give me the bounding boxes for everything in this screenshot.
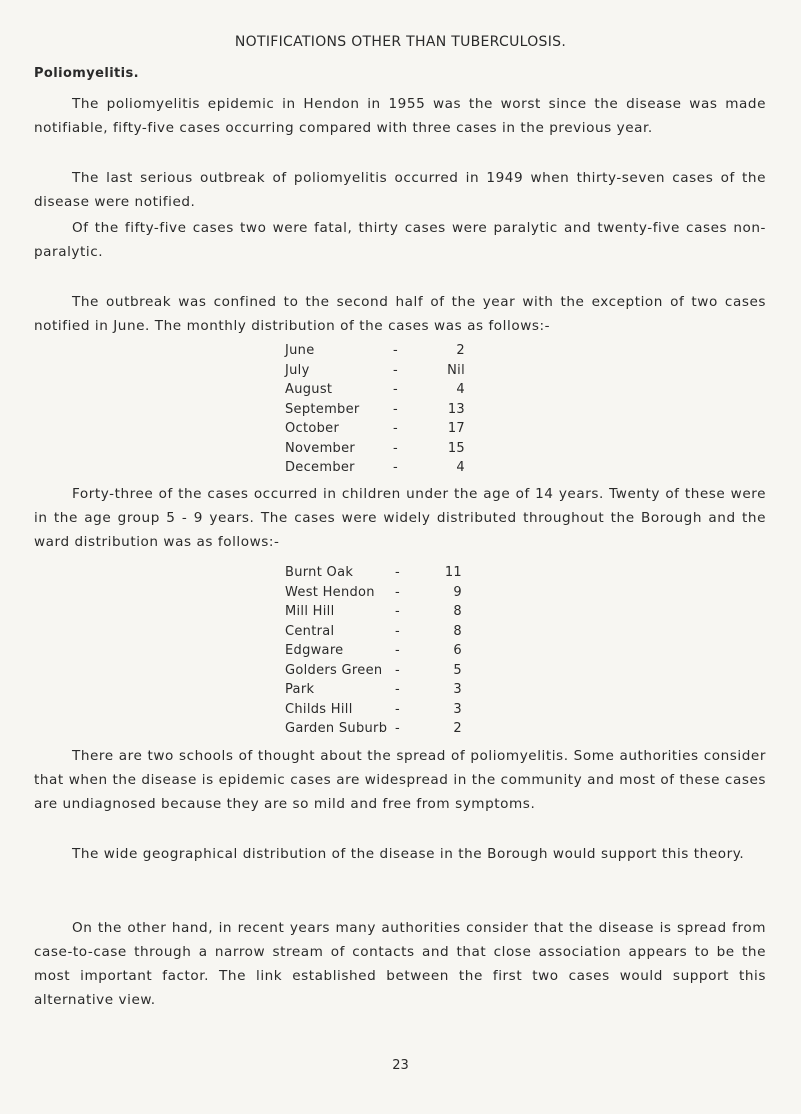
table-row xyxy=(285,441,465,461)
ward-label: Childs Hill xyxy=(285,701,353,717)
case-count: 9 xyxy=(453,584,462,600)
table-row xyxy=(285,604,462,624)
case-count: 15 xyxy=(447,440,465,456)
paragraph-text: The outbreak was confined to the second half of the year with the exception of two cases notified in June. The monthly distribution of the cases was as follows:- xyxy=(34,294,766,334)
paragraph-text: Of the fifty-five cases two were fatal, thirty cases were paralytic and twenty-five cases non-paralytic. xyxy=(34,220,766,260)
dash: - xyxy=(393,362,398,378)
page-heading: NOTIFICATIONS OTHER THAN TUBERCULOSIS. xyxy=(234,34,567,50)
table-row xyxy=(285,460,465,480)
ward-label: Central xyxy=(285,623,335,639)
case-count: 3 xyxy=(453,682,462,697)
monthly-distribution-table xyxy=(285,343,465,480)
paragraph-8 xyxy=(34,916,766,1012)
paragraph-3 xyxy=(34,216,766,264)
paragraph-6 xyxy=(34,744,766,816)
dash: - xyxy=(393,343,398,358)
dash: - xyxy=(395,565,400,580)
dash: - xyxy=(395,701,400,717)
paragraph-text: On the other hand, in recent years many authorities consider that the disease is spread from case-to-case through a narrow stream of contacts and that close association appears to be the most important factor. The link established between the first two cases would support this alternative view. xyxy=(34,920,766,1008)
paragraph-7 xyxy=(34,842,766,866)
case-count: 4 xyxy=(456,460,465,475)
case-count: Nil xyxy=(447,362,465,378)
month-label: August xyxy=(285,382,333,397)
ward-label: Garden Suburb xyxy=(285,721,388,736)
paragraph-text: There are two schools of thought about the spread of poliomyelitis. Some authorities consider that when the disease is epidemic cases are widespread in the community and most of these cases are undiagnosed because they are so mild and free from symptoms. xyxy=(34,748,766,812)
dash: - xyxy=(395,721,400,736)
dash: - xyxy=(393,401,398,417)
ward-label: Edgware xyxy=(285,643,344,658)
table-row xyxy=(285,624,462,644)
table-row xyxy=(285,565,462,585)
case-count: 5 xyxy=(453,662,462,678)
case-count: 3 xyxy=(453,701,462,717)
table-row xyxy=(285,643,462,663)
ward-distribution-table xyxy=(285,565,462,741)
paragraph-4 xyxy=(34,290,766,338)
case-count: 4 xyxy=(456,382,465,397)
case-count: 8 xyxy=(453,604,462,619)
dash: - xyxy=(393,421,398,436)
paragraph-2 xyxy=(34,166,766,214)
case-count: 2 xyxy=(456,343,465,358)
paragraph-text: The poliomyelitis epidemic in Hendon in 1955 was the worst since the disease was made notifiable, fifty-five cases occurring compared with three cases in the previous year. xyxy=(34,96,766,136)
case-count: 13 xyxy=(447,401,465,417)
paragraph-5 xyxy=(34,482,766,554)
table-row xyxy=(285,402,465,422)
table-row xyxy=(285,663,462,683)
ward-label: West Hendon xyxy=(285,584,375,600)
table-row xyxy=(285,702,462,722)
ward-label: Golders Green xyxy=(285,662,383,678)
dash: - xyxy=(395,682,400,697)
table-row xyxy=(285,363,465,383)
ward-label: Burnt Oak xyxy=(285,565,354,580)
section-subheading: Poliomyelitis. xyxy=(34,66,139,81)
dash: - xyxy=(395,584,400,600)
case-count: 6 xyxy=(453,643,462,658)
case-count: 17 xyxy=(447,421,465,436)
table-row xyxy=(285,721,462,741)
dash: - xyxy=(393,382,398,397)
paragraph-1 xyxy=(34,92,766,140)
month-label: June xyxy=(285,343,315,358)
table-row xyxy=(285,682,462,702)
dash: - xyxy=(395,643,400,658)
dash: - xyxy=(395,623,400,639)
paragraph-text: The wide geographical distribution of the disease in the Borough would support this theory. xyxy=(72,846,745,862)
month-label: July xyxy=(285,362,310,378)
case-count: 2 xyxy=(453,721,462,736)
case-count: 8 xyxy=(453,623,462,639)
table-row xyxy=(285,343,465,363)
month-label: December xyxy=(285,460,355,475)
month-label: November xyxy=(285,440,356,456)
table-row xyxy=(285,382,465,402)
dash: - xyxy=(395,662,400,678)
dash: - xyxy=(393,460,398,475)
month-label: October xyxy=(285,421,340,436)
page-number: 23 xyxy=(392,1058,409,1073)
month-label: September xyxy=(285,401,360,417)
table-row xyxy=(285,421,465,441)
dash: - xyxy=(395,604,400,619)
dash: - xyxy=(393,440,398,456)
paragraph-text: The last serious outbreak of poliomyelitis occurred in 1949 when thirty-seven cases of the disease were notified. xyxy=(34,170,766,210)
table-row xyxy=(285,585,462,605)
ward-label: Mill Hill xyxy=(285,604,335,619)
case-count: 11 xyxy=(444,565,462,580)
ward-label: Park xyxy=(285,682,315,697)
paragraph-text: Forty-three of the cases occurred in children under the age of 14 years. Twenty of these were in the age group 5 - 9 years. The cases were widely distributed throughout the Borough and the ward distribution was as follows:- xyxy=(34,486,766,550)
